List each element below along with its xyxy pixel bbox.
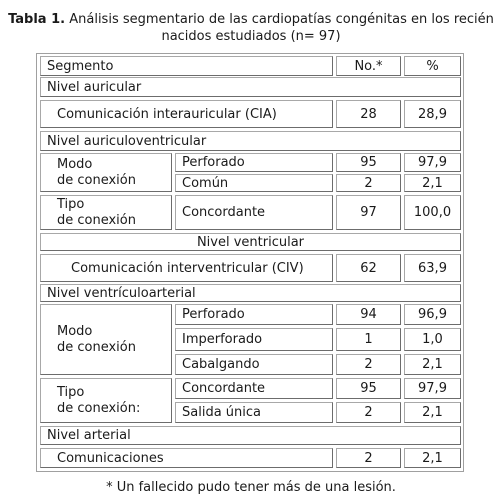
va-tipo-label-l1: Tipo	[57, 384, 85, 400]
table-caption	[0, 11, 502, 45]
section-arterial: Nivel arterial	[40, 426, 461, 445]
va-modo-row-3-label: Cabalgando	[175, 354, 333, 375]
row-arterial-label: Comunicaciones	[40, 448, 333, 468]
row-cia-no: 28	[336, 100, 401, 128]
av-modo-row-2-no: 2	[336, 174, 401, 192]
va-tipo-label	[40, 378, 172, 423]
va-modo-row-1-no: 94	[336, 304, 401, 325]
av-modo-label-l2: de conexión	[57, 172, 136, 188]
va-tipo-row-2-label: Salida única	[175, 402, 333, 423]
va-tipo-row-1-no: 95	[336, 378, 401, 399]
header-segment: Segmento	[40, 56, 333, 76]
section-va: Nivel ventrículoarterial	[40, 284, 461, 302]
va-modo-label-l2: de conexión	[57, 339, 136, 355]
av-tipo-label	[40, 195, 172, 230]
va-tipo-row-1-pct: 97,9	[404, 378, 461, 399]
row-arterial-no: 2	[336, 448, 401, 468]
va-modo-row-2-label: Imperforado	[175, 328, 333, 351]
va-modo-row-2-no: 1	[336, 328, 401, 351]
row-arterial-pct: 2,1	[404, 448, 461, 468]
va-tipo-label-l2: de conexión:	[57, 400, 141, 416]
av-tipo-row-label: Concordante	[175, 195, 333, 230]
row-cia-label: Comunicación interauricular (CIA)	[40, 100, 333, 128]
va-tipo-row-2-no: 2	[336, 402, 401, 423]
section-ventricular: Nivel ventricular	[40, 233, 461, 251]
row-civ-pct: 63,9	[404, 254, 461, 282]
av-modo-row-2-label: Común	[175, 174, 333, 192]
av-modo-label	[40, 153, 172, 192]
row-civ-no: 62	[336, 254, 401, 282]
caption-line2: nacidos estudiados (n= 97)	[161, 29, 341, 44]
section-av: Nivel auriculoventricular	[40, 131, 461, 151]
caption-label: Tabla 1.	[8, 12, 66, 27]
row-civ-label: Comunicación interventricular (CIV)	[40, 254, 333, 282]
av-tipo-row-pct: 100,0	[404, 195, 461, 230]
va-tipo-row-2-pct: 2,1	[404, 402, 461, 423]
row-cia-pct: 28,9	[404, 100, 461, 128]
header-pct: %	[404, 56, 461, 76]
av-modo-row-1-no: 95	[336, 153, 401, 172]
va-modo-row-1-pct: 96,9	[404, 304, 461, 325]
va-modo-row-1-label: Perforado	[175, 304, 333, 325]
va-modo-row-3-no: 2	[336, 354, 401, 375]
va-tipo-row-1-label: Concordante	[175, 378, 333, 399]
av-modo-row-2-pct: 2,1	[404, 174, 461, 192]
av-tipo-row-no: 97	[336, 195, 401, 230]
table-footnote: * Un fallecido pudo tener más de una lesión.	[106, 480, 396, 495]
av-modo-row-1-pct: 97,9	[404, 153, 461, 172]
av-tipo-label-l1: Tipo	[57, 196, 85, 212]
va-modo-row-2-pct: 1,0	[404, 328, 461, 351]
va-modo-row-3-pct: 2,1	[404, 354, 461, 375]
section-auricular: Nivel auricular	[40, 77, 461, 97]
va-modo-label	[40, 304, 172, 375]
av-modo-row-1-label: Perforado	[175, 153, 333, 172]
va-modo-label-l1: Modo	[57, 323, 93, 339]
header-no: No.*	[336, 56, 401, 76]
av-modo-label-l1: Modo	[57, 156, 93, 172]
av-tipo-label-l2: de conexión	[57, 212, 136, 228]
caption-line1: Análisis segmentario de las cardiopatías congénitas en los recién	[69, 12, 494, 27]
